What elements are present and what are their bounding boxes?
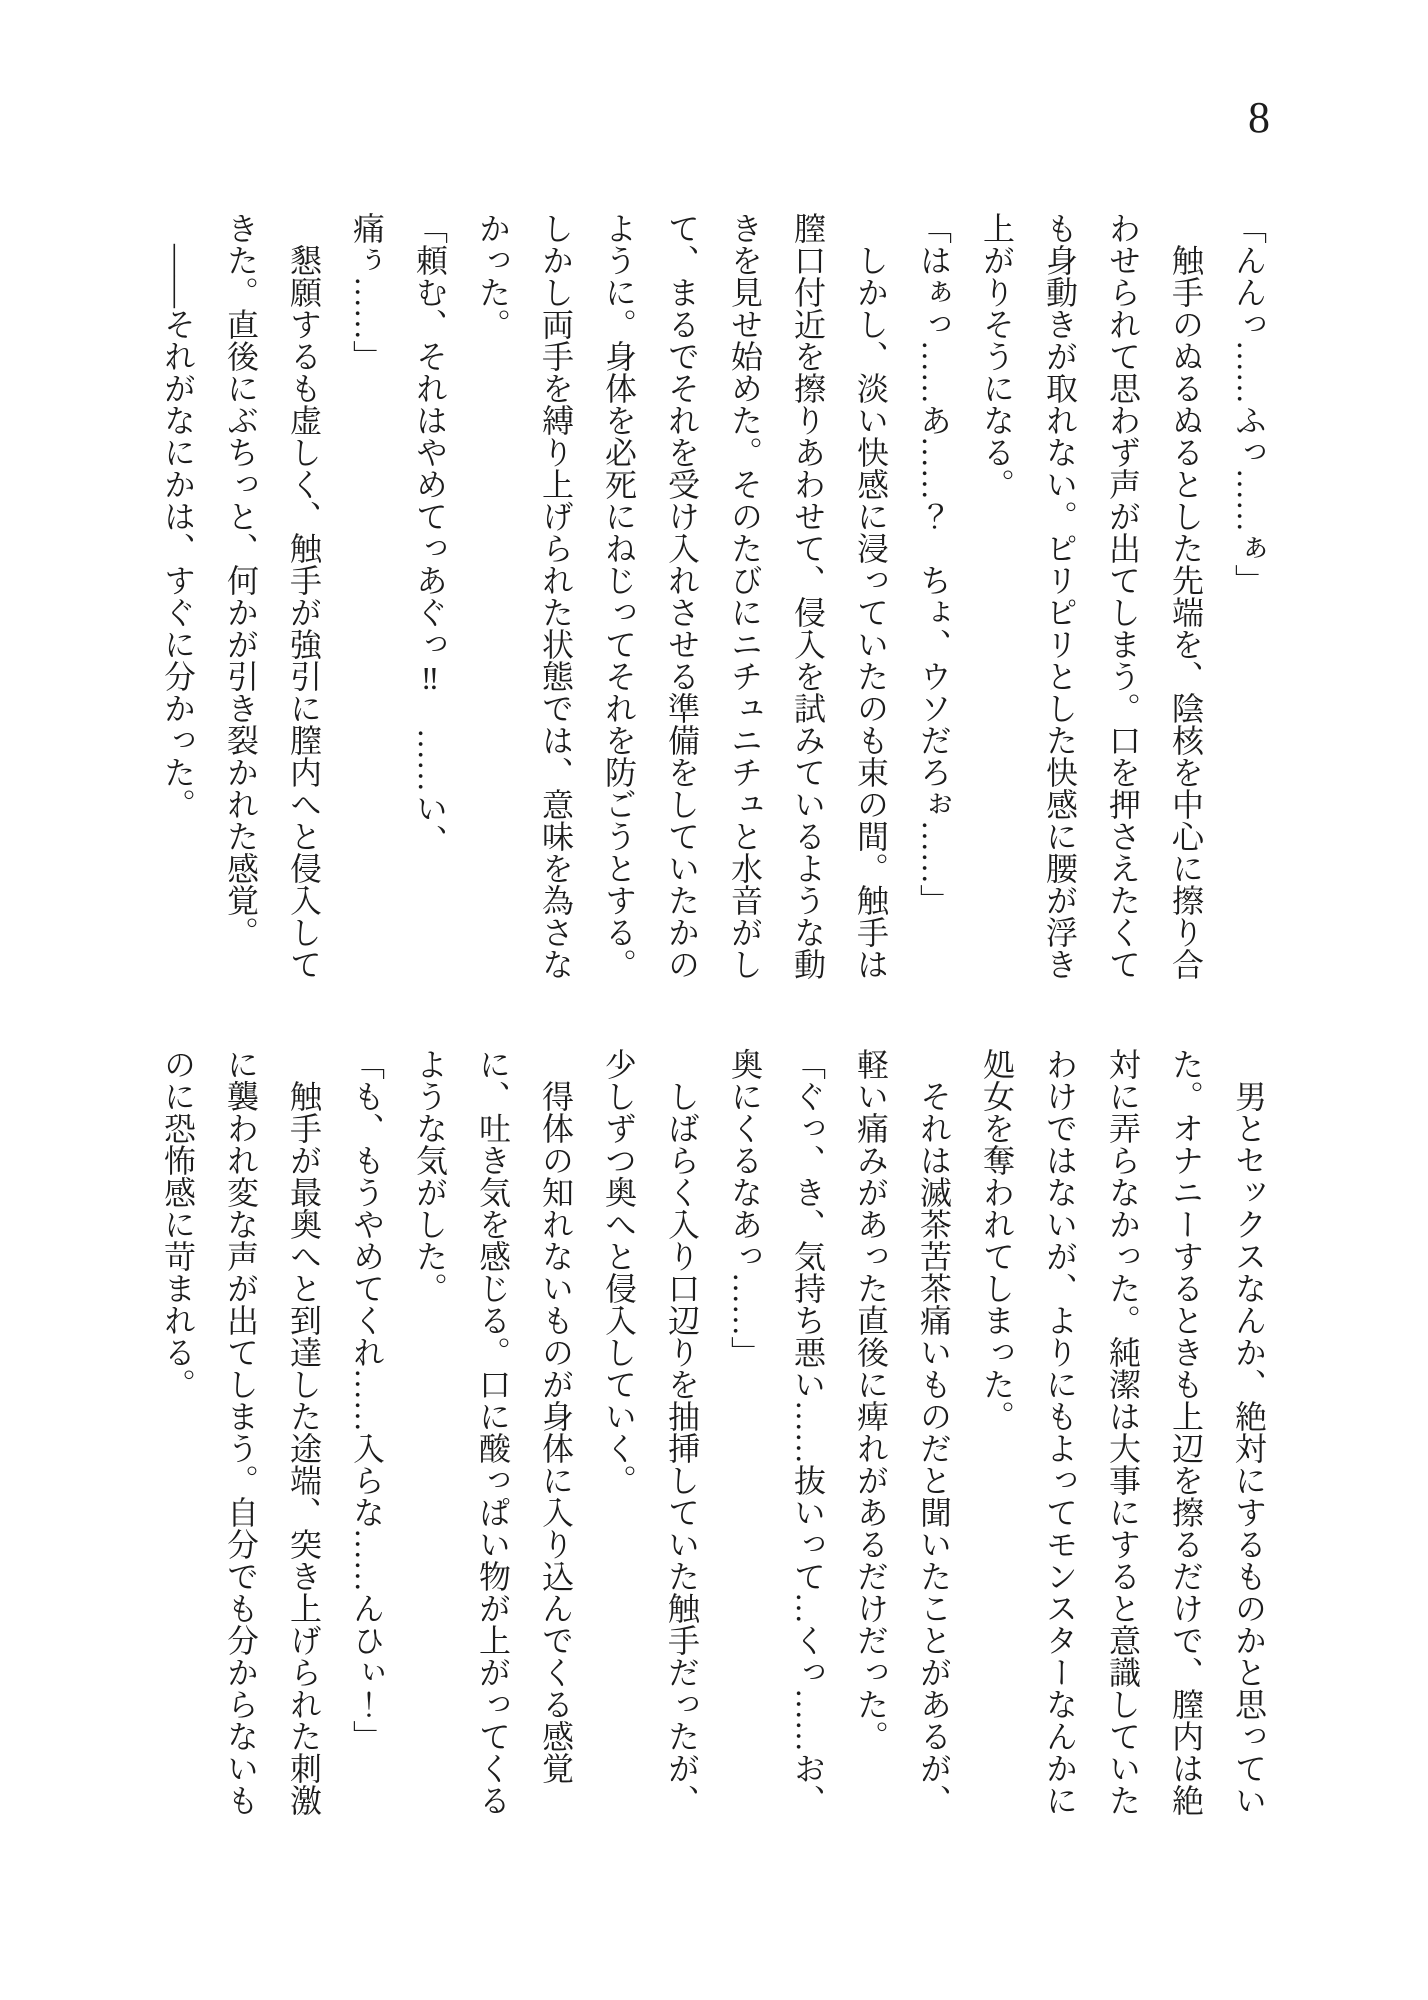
paragraph: 触手が最奥へと到達した途端、突き上げられた刺激に襲われ変な声が出てしまう。自分でも分からないものに恐怖感に苛まれる。 <box>160 1048 322 1816</box>
paragraph: 「も、もうやめてくれ……入らな……んひぃ！」 <box>349 1048 385 1752</box>
paragraph: ――それがなにかは、すぐに分かった。 <box>160 244 196 820</box>
paragraph: 懇願するも虚しく、触手が強引に膣内へと侵入してきた。直後にぶちっと、何かが引き裂かれた感覚。 <box>223 212 322 980</box>
paragraph: 「ぐっ、き、気持ち悪い……抜いって…くっ……お、奥にくるなあっ……」 <box>727 1048 826 1816</box>
paragraph: それは滅茶苦茶痛いものだと聞いたことがあるが、軽い痛みがあった直後に痺れがあるだけだった。 <box>853 1048 952 1816</box>
bottom-text-block <box>146 1048 1280 1816</box>
paragraph: しばらく入り口辺りを抽挿していた触手だったが、少しずつ奥へと侵入していく。 <box>601 1048 700 1816</box>
paragraph: 触手のぬるぬるとした先端を、陰核を中心に擦り合わせられて思わず声が出てしまう。口を押さえたくても身動きが取れない。ピリピリとした快感に腰が浮き上がりそうになる。 <box>979 212 1204 980</box>
paragraph: しかし、淡い快感に浸っていたのも束の間。触手は膣口付近を擦りあわせて、侵入を試みているような動きを見せ始めた。そのたびにニチュニチュと水音がして、まるでそれを受け入れさせる準備をしていたかのように。身体を必死にねじってそれを防ごうとする。しかし両手を縛り上げられた状態では、意味を為さなかった。 <box>475 212 889 980</box>
paragraph: 「頼む、それはやめてっあぐっ‼ ……い、痛ぅ……」 <box>349 212 448 856</box>
top-text-block <box>146 212 1280 980</box>
paragraph: 「んんっ……ふっ……ぁ」 <box>1231 212 1267 596</box>
paragraph: 男とセックスなんか、絶対にするものかと思っていた。オナニーするときも上辺を擦るだけで、膣内は絶対に弄らなかった。純潔は大事にすると意識していたわけではないが、よりにもよってモンスターなんかに処女を奪われてしまった。 <box>979 1048 1267 1816</box>
page-number: 8 <box>1248 93 1270 142</box>
paragraph: 得体の知れないものが身体に入り込んでくる感覚に、吐き気を感じる。口に酸っぱい物が上がってくるような気がした。 <box>412 1048 574 1816</box>
paragraph: 「はぁっ……あ……？ ちょ、ウソだろぉ……」 <box>916 212 952 916</box>
